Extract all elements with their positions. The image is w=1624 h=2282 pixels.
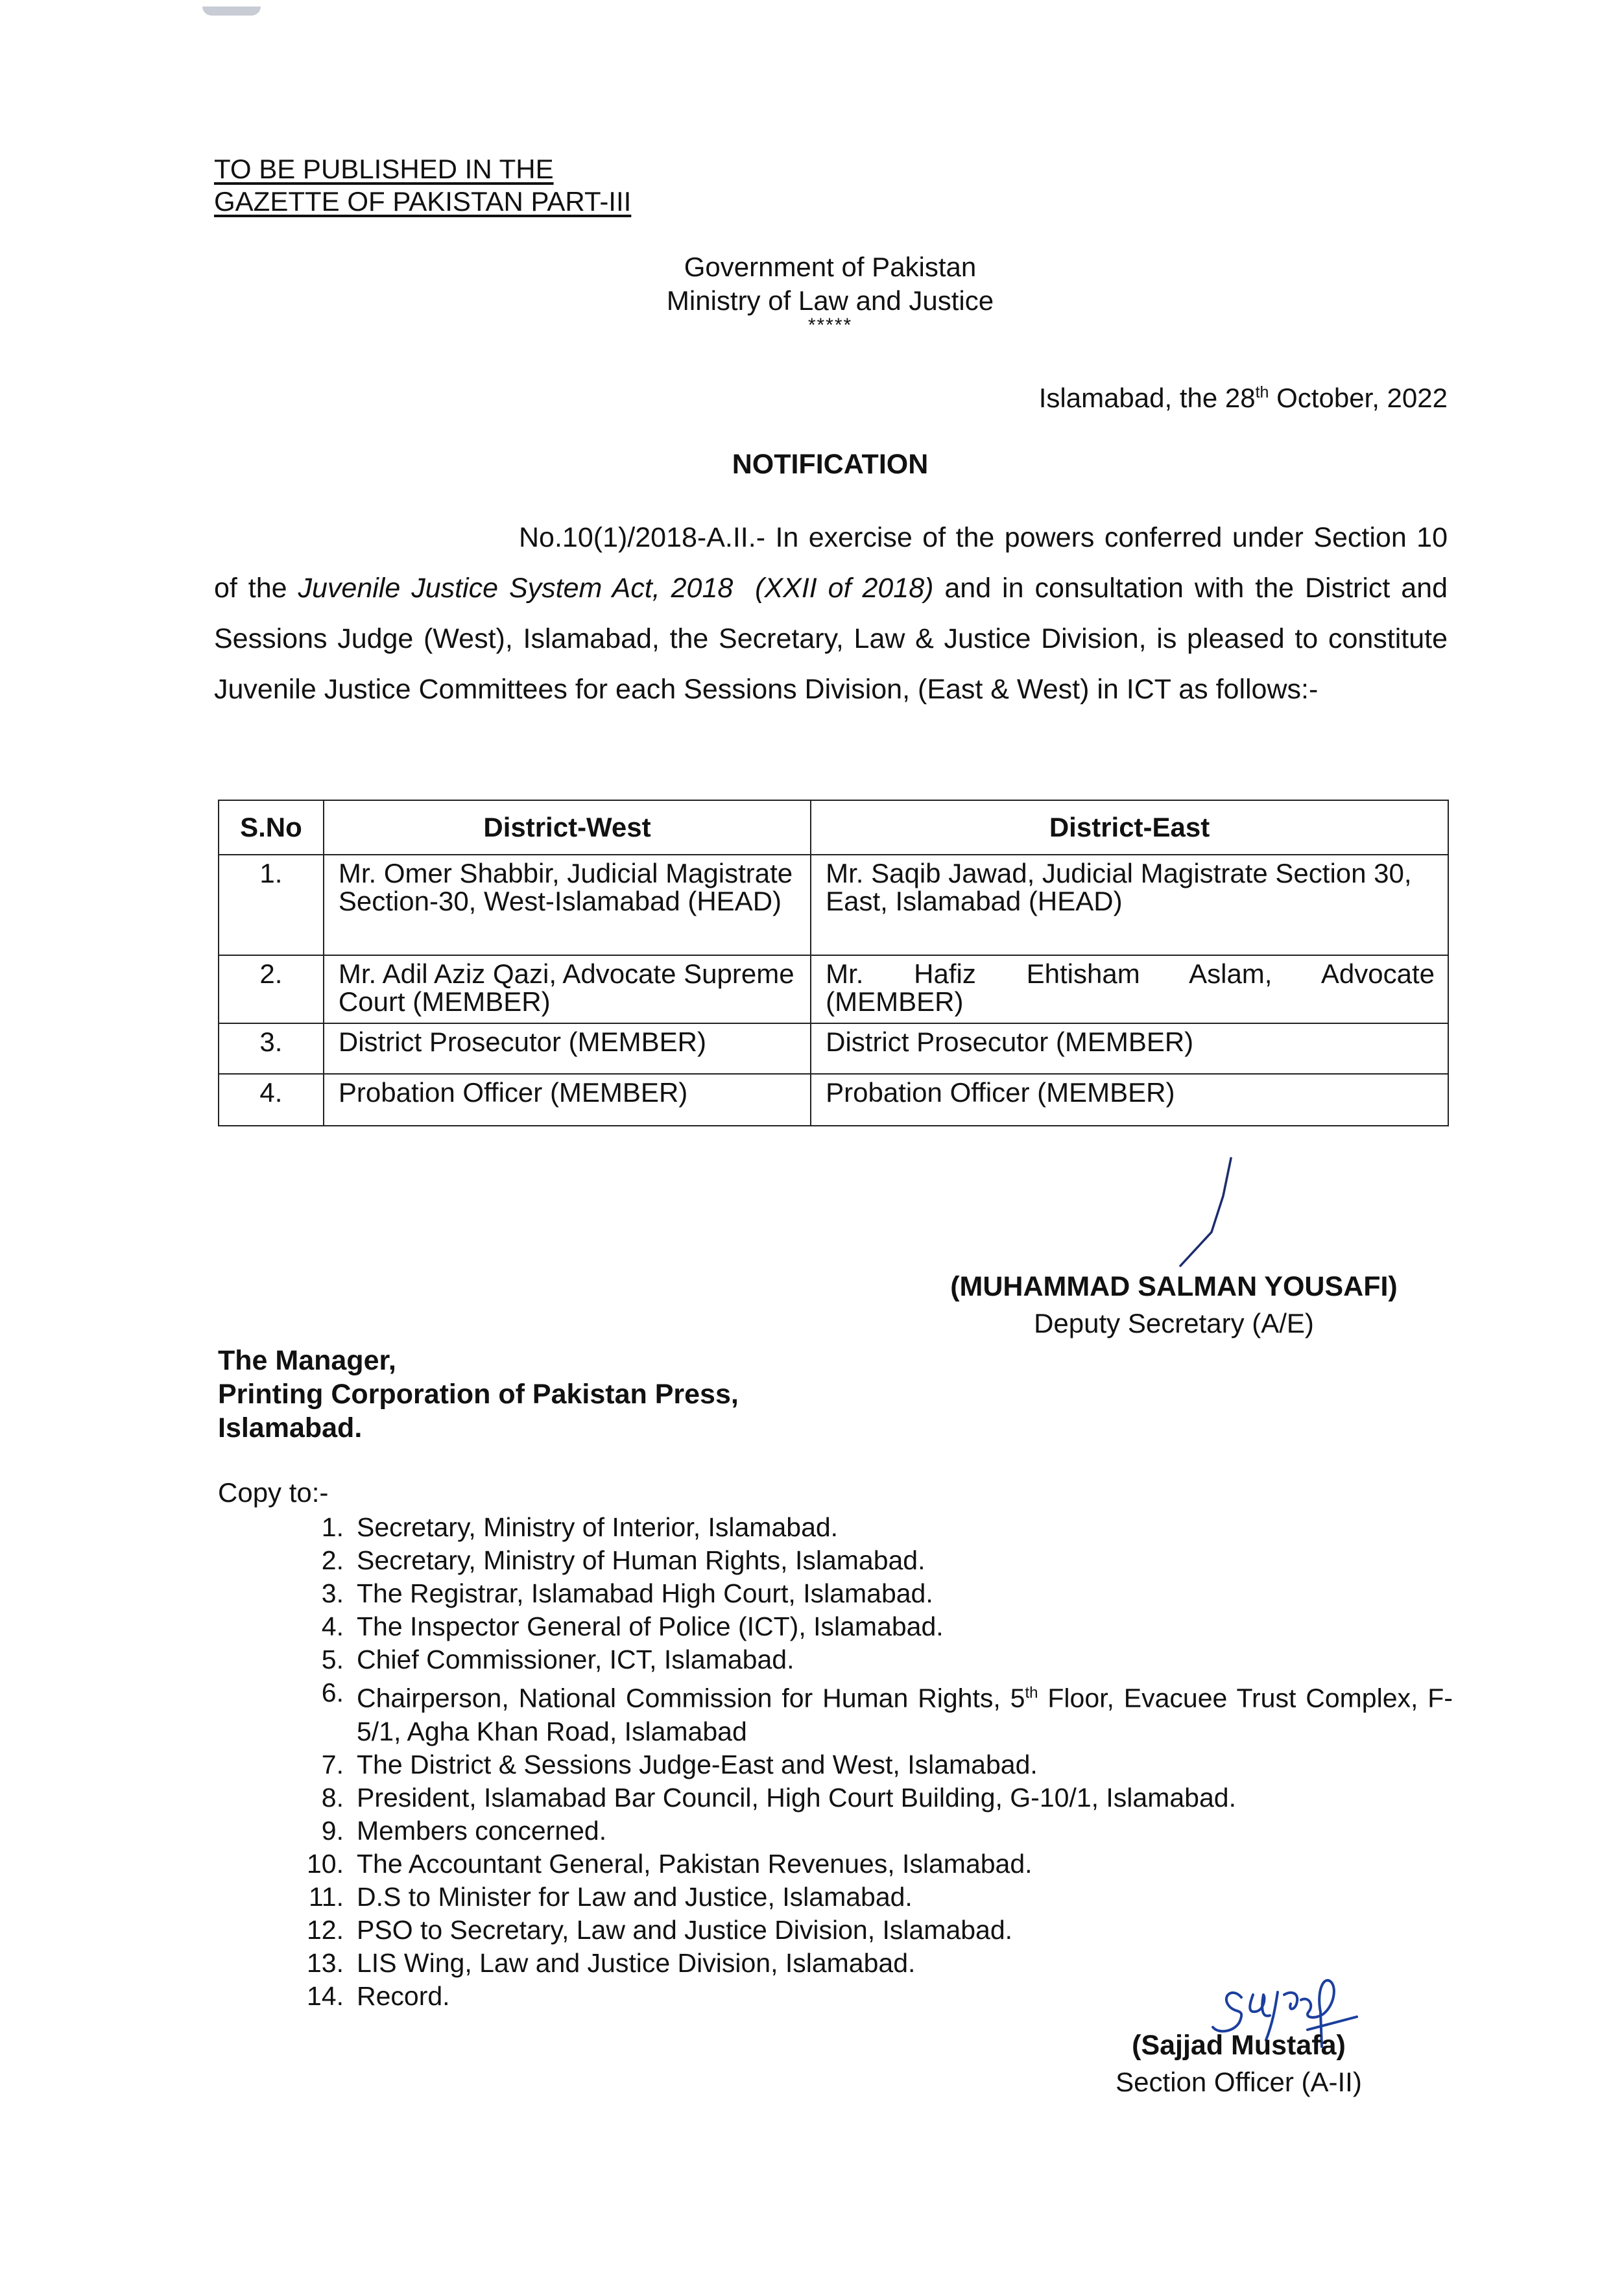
row-east (811, 955, 1448, 1023)
section-officer-block (1090, 2030, 1388, 2098)
header-sno: S.No (219, 800, 324, 855)
list-item (285, 1577, 1453, 1610)
notification-title: NOTIFICATION (732, 449, 929, 480)
list-item-number: 4. (321, 1611, 344, 1641)
list-item-number: 5. (321, 1645, 344, 1674)
signature-stroke (1161, 1154, 1252, 1271)
government-header (584, 250, 1077, 336)
copy-to-heading: Copy to:- (218, 1477, 329, 1508)
reference-number: No.10(1)/2018-A.II.- (519, 522, 766, 553)
date-suffix: October, 2022 (1269, 383, 1448, 413)
list-item-number: 10. (307, 1848, 344, 1879)
list-item-number: 14. (307, 1980, 344, 2011)
list-item-text: The District & Sessions Judge-East and West, Islamabad. (357, 1749, 1038, 1779)
table-row (219, 855, 1448, 955)
list-item-text: Secretary, Ministry of Human Rights, Islamabad. (357, 1545, 925, 1575)
list-item-text: D.S to Minister for Law and Justice, Islamabad. (357, 1881, 913, 1912)
list-item-text: LIS Wing, Law and Justice Division, Islamabad. (357, 1947, 916, 1978)
list-item-text: The Registrar, Islamabad High Court, Islamabad. (357, 1578, 933, 1608)
row-east-line-2: (MEMBER) (826, 986, 964, 1017)
row-sno: 2. (219, 955, 324, 1023)
list-item-text: President, Islamabad Bar Council, High Court Building, G-10/1, Islamabad. (357, 1782, 1236, 1813)
paragraph-text-1: In exercise of the powers conferred under Section 10 of the (214, 522, 1448, 604)
row-east: Mr. Saqib Jawad, Judicial Magistrate Section 30, East, Islamabad (HEAD) (811, 855, 1448, 955)
notification-paragraph (214, 512, 1448, 715)
signatory-designation: Deputy Secretary (A/E) (1034, 1308, 1314, 1338)
list-item-number: 13. (307, 1947, 344, 1978)
paragraph-text-2: and in consultation with the District and Sessions Judge (West), Islamabad, the Secretary, Law & Justice Division, is pleased to constitute Juvenile Justice Committees for each Sessions Division, (East & West) in ICT as follows:- (214, 573, 1448, 705)
list-item-number: 6. (321, 1678, 344, 1707)
list-item (285, 1814, 1453, 1848)
table-header-row (219, 800, 1448, 855)
list-item-number: 12. (307, 1914, 344, 1945)
row-east-line-1: Mr. Hafiz Ehtisham Aslam, Advocate (826, 958, 1435, 989)
list-item-text-b: Floor, Evacuee Trust Complex, F-5/1, Agha Khan Road, Islamabad (357, 1683, 1453, 1746)
row-east: District Prosecutor (MEMBER) (811, 1023, 1448, 1074)
list-item-number: 3. (321, 1578, 344, 1608)
row-west: Mr. Adil Aziz Qazi, Advocate Supreme Court (MEMBER) (324, 955, 811, 1023)
signatory-block (895, 1271, 1453, 1339)
list-item (285, 1848, 1453, 1881)
list-item-text: Members concerned. (357, 1815, 607, 1846)
header-district-east: District-East (811, 800, 1448, 855)
list-item-text: The Accountant General, Pakistan Revenues, Islamabad. (357, 1848, 1033, 1879)
list-item-superscript: th (1025, 1684, 1038, 1702)
stars-separator: ***** (807, 315, 853, 336)
list-item-number: 8. (321, 1782, 344, 1813)
gazette-line-2: GAZETTE OF PAKISTAN PART-III (214, 186, 632, 217)
signatory-name: (MUHAMMAD SALMAN YOUSAFI) (950, 1271, 1398, 1302)
row-sno: 4. (219, 1074, 324, 1126)
list-item-text: Record. (357, 1980, 450, 2011)
table-row (219, 1023, 1448, 1074)
addressee-block (218, 1344, 739, 1445)
table-row (219, 955, 1448, 1023)
row-sno: 1. (219, 855, 324, 955)
list-item-text: Chief Commissioner, ICT, Islamabad. (357, 1645, 794, 1674)
header-district-west: District-West (324, 800, 811, 855)
government-name: Government of Pakistan (684, 252, 977, 282)
addressee-line-1: The Manager, (218, 1345, 396, 1376)
list-item (285, 1881, 1453, 1914)
row-west: District Prosecutor (MEMBER) (324, 1023, 811, 1074)
committee-table (218, 800, 1449, 1126)
list-item (285, 1748, 1453, 1781)
date-superscript: th (1255, 383, 1269, 401)
date-prefix: Islamabad, the 28 (1038, 383, 1256, 413)
table-row (219, 1074, 1448, 1126)
section-officer-name: (Sajjad Mustafa) (1132, 2030, 1346, 2061)
addressee-line-2: Printing Corporation of Pakistan Press, (218, 1379, 739, 1410)
list-item (285, 1610, 1453, 1643)
gazette-line-1: TO BE PUBLISHED IN THE (214, 154, 554, 184)
list-item-text: PSO to Secretary, Law and Justice Division, Islamabad. (357, 1914, 1013, 1945)
list-item-text (357, 1676, 1453, 1748)
list-item-text: The Inspector General of Police (ICT), Islamabad. (357, 1611, 944, 1641)
dateline (1039, 383, 1448, 414)
list-item (285, 1544, 1453, 1577)
section-officer-designation: Section Officer (A-II) (1116, 2067, 1362, 2097)
list-item (285, 1781, 1453, 1814)
list-item-number: 1. (321, 1512, 344, 1542)
list-item (285, 1511, 1453, 1544)
list-item-number: 11. (309, 1881, 344, 1912)
addressee-line-3: Islamabad. (218, 1412, 363, 1444)
ministry-name: Ministry of Law and Justice (666, 285, 994, 316)
scan-artifact (202, 6, 261, 16)
act-number: (XXII of 2018) (755, 573, 934, 604)
act-name: Juvenile Justice System Act, 2018 (298, 573, 734, 604)
row-east: Probation Officer (MEMBER) (811, 1074, 1448, 1126)
list-item-text: Secretary, Ministry of Interior, Islamabad. (357, 1512, 839, 1542)
gazette-heading (214, 153, 631, 218)
row-west: Probation Officer (MEMBER) (324, 1074, 811, 1126)
list-item (285, 1676, 1453, 1748)
row-west: Mr. Omer Shabbir, Judicial Magistrate Section-30, West-Islamabad (HEAD) (324, 855, 811, 955)
list-item-number: 9. (321, 1815, 344, 1846)
list-item-number: 2. (321, 1545, 344, 1575)
list-item-number: 7. (321, 1749, 344, 1779)
row-sno: 3. (219, 1023, 324, 1074)
list-item (285, 1643, 1453, 1676)
list-item-text-a: Chairperson, National Commission for Human Rights, 5 (357, 1683, 1025, 1713)
